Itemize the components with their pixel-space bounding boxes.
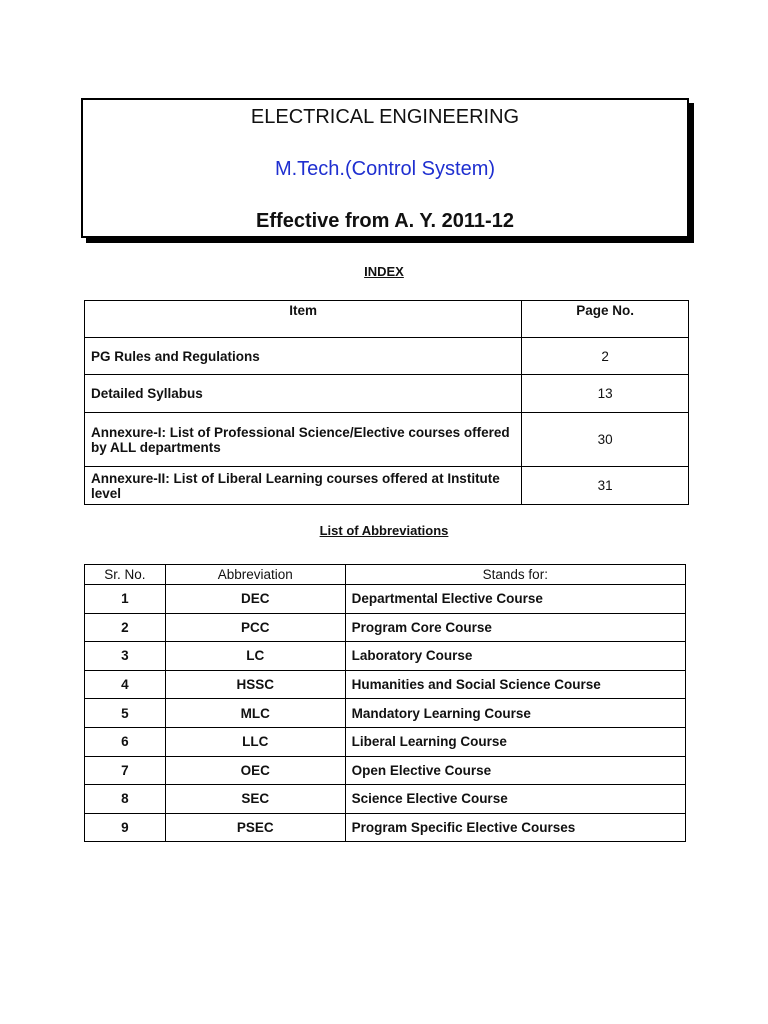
index-item: PG Rules and Regulations xyxy=(85,338,522,375)
abbreviations-heading: List of Abbreviations xyxy=(319,523,449,538)
stands-for: Open Elective Course xyxy=(345,756,685,785)
sr-no: 1 xyxy=(85,585,166,614)
sr-no: 2 xyxy=(85,613,166,642)
index-table xyxy=(84,300,689,505)
index-page: 31 xyxy=(522,467,689,505)
table-row xyxy=(85,813,686,842)
table-row xyxy=(85,585,686,614)
table-row xyxy=(85,699,686,728)
sr-no: 4 xyxy=(85,670,166,699)
effective-year: Effective from A. Y. 2011-12 xyxy=(256,210,514,232)
abbreviation: LC xyxy=(165,642,345,671)
stands-for: Departmental Elective Course xyxy=(345,585,685,614)
stands-for: Laboratory Course xyxy=(345,642,685,671)
table-row xyxy=(85,613,686,642)
table-row xyxy=(85,413,689,467)
sr-no: 3 xyxy=(85,642,166,671)
index-header-page: Page No. xyxy=(522,301,689,338)
sr-no: 6 xyxy=(85,727,166,756)
abbreviation: LLC xyxy=(165,727,345,756)
sr-no: 8 xyxy=(85,785,166,814)
abbreviation: DEC xyxy=(165,585,345,614)
sr-no: 5 xyxy=(85,699,166,728)
abbreviation: PSEC xyxy=(165,813,345,842)
table-row xyxy=(85,727,686,756)
index-heading: INDEX xyxy=(364,264,404,279)
abbreviations-header-row xyxy=(85,565,686,585)
abbreviation: SEC xyxy=(165,785,345,814)
sr-no: 9 xyxy=(85,813,166,842)
index-header-item: Item xyxy=(85,301,522,338)
header-abbreviation: Abbreviation xyxy=(165,565,345,585)
index-page: 30 xyxy=(522,413,689,467)
table-row xyxy=(85,467,689,505)
table-row xyxy=(85,670,686,699)
table-row xyxy=(85,338,689,375)
abbreviation: PCC xyxy=(165,613,345,642)
index-page: 2 xyxy=(522,338,689,375)
table-row xyxy=(85,785,686,814)
stands-for: Science Elective Course xyxy=(345,785,685,814)
abbreviation: OEC xyxy=(165,756,345,785)
header-sr-no: Sr. No. xyxy=(85,565,166,585)
abbreviations-table xyxy=(84,564,686,842)
header-stands-for: Stands for: xyxy=(345,565,685,585)
department-title: ELECTRICAL ENGINEERING xyxy=(250,106,520,128)
table-row xyxy=(85,756,686,785)
stands-for: Liberal Learning Course xyxy=(345,727,685,756)
index-item: Annexure-II: List of Liberal Learning courses offered at Institute level xyxy=(85,467,522,505)
index-item: Annexure-I: List of Professional Science/Elective courses offered by ALL departments xyxy=(85,413,522,467)
table-row xyxy=(85,642,686,671)
stands-for: Program Core Course xyxy=(345,613,685,642)
table-row xyxy=(85,375,689,413)
index-header-row xyxy=(85,301,689,338)
sr-no: 7 xyxy=(85,756,166,785)
index-item: Detailed Syllabus xyxy=(85,375,522,413)
stands-for: Humanities and Social Science Course xyxy=(345,670,685,699)
title-box xyxy=(81,98,689,238)
index-page: 13 xyxy=(522,375,689,413)
stands-for: Program Specific Elective Courses xyxy=(345,813,685,842)
program-title: M.Tech.(Control System) xyxy=(274,158,496,180)
abbreviation: MLC xyxy=(165,699,345,728)
abbreviation: HSSC xyxy=(165,670,345,699)
stands-for: Mandatory Learning Course xyxy=(345,699,685,728)
